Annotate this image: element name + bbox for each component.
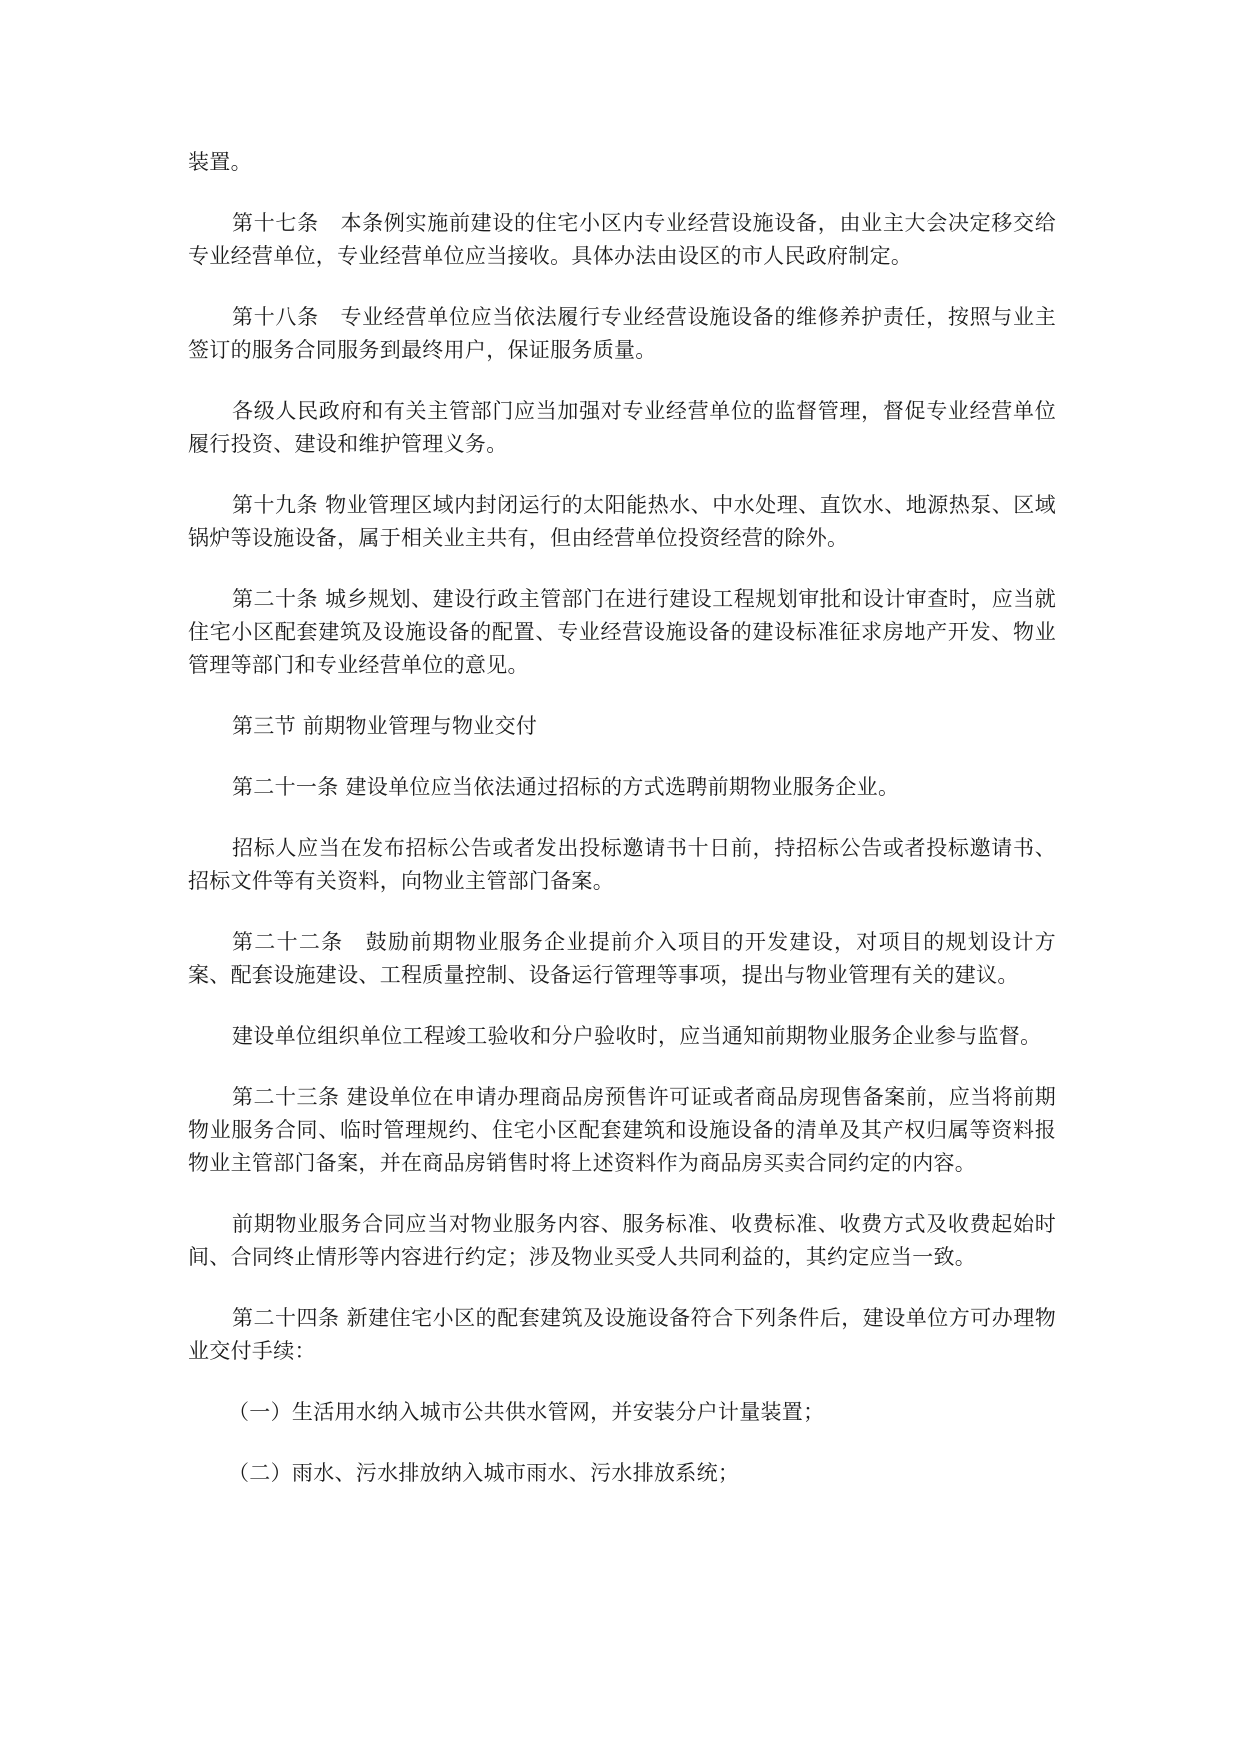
- article-18-paragraph-2: 各级人民政府和有关主管部门应当加强对专业经营单位的监督管理，督促专业经营单位履行投资、建设和维护管理义务。: [188, 399, 1056, 456]
- article-20: 第二十条 城乡规划、建设行政主管部门在进行建设工程规划审批和设计审查时，应当就住宅小区配套建筑及设施设备的配置、专业经营设施设备的建设标准征求房地产开发、物业管理等部门和专业经营单位的意见。: [188, 587, 1056, 677]
- article-22-paragraph-2: 建设单位组织单位工程竣工验收和分户验收时，应当通知前期物业服务企业参与监督。: [232, 1024, 1042, 1048]
- article-23-paragraph-2: 前期物业服务合同应当对物业服务内容、服务标准、收费标准、收费方式及收费起始时间、合同终止情形等内容进行约定；涉及物业买受人共同利益的，其约定应当一致。: [188, 1212, 1056, 1269]
- article-17: 第十七条 本条例实施前建设的住宅小区内专业经营设施设备，由业主大会决定移交给专业经营单位，专业经营单位应当接收。具体办法由设区的市人民政府制定。: [188, 211, 1056, 268]
- article-23: 第二十三条 建设单位在申请办理商品房预售许可证或者商品房现售备案前，应当将前期物业服务合同、临时管理规约、住宅小区配套建筑和设施设备的清单及其产权归属等资料报物业主管部门备案，并在商品房销售时将上述资料作为商品房买卖合同约定的内容。: [188, 1085, 1056, 1175]
- article-21: 第二十一条 建设单位应当依法通过招标的方式选聘前期物业服务企业。: [232, 775, 900, 799]
- document-page: [188, 146, 1056, 1490]
- article-24-item-1: （一）生活用水纳入城市公共供水管网，并安装分户计量装置；: [228, 1400, 825, 1424]
- article-22: 第二十二条 鼓励前期物业服务企业提前介入项目的开发建设，对项目的规划设计方案、配套设施建设、工程质量控制、设备运行管理等事项，提出与物业管理有关的建议。: [188, 930, 1056, 987]
- article-24: 第二十四条 新建住宅小区的配套建筑及设施设备符合下列条件后，建设单位方可办理物业交付手续：: [188, 1306, 1056, 1363]
- section-heading-3: 第三节 前期物业管理与物业交付: [232, 714, 538, 738]
- article-18: 第十八条 专业经营单位应当依法履行专业经营设施设备的维修养护责任，按照与业主签订的服务合同服务到最终用户，保证服务质量。: [188, 305, 1056, 362]
- article-19: 第十九条 物业管理区域内封闭运行的太阳能热水、中水处理、直饮水、地源热泵、区域锅炉等设施设备，属于相关业主共有，但由经营单位投资经营的除外。: [188, 493, 1056, 550]
- article-21-paragraph-2: 招标人应当在发布招标公告或者发出投标邀请书十日前，持招标公告或者投标邀请书、招标文件等有关资料，向物业主管部门备案。: [188, 836, 1056, 893]
- article-24-item-2: （二）雨水、污水排放纳入城市雨水、污水排放系统；: [228, 1461, 740, 1485]
- paragraph-continuation: 装置。: [188, 150, 252, 174]
